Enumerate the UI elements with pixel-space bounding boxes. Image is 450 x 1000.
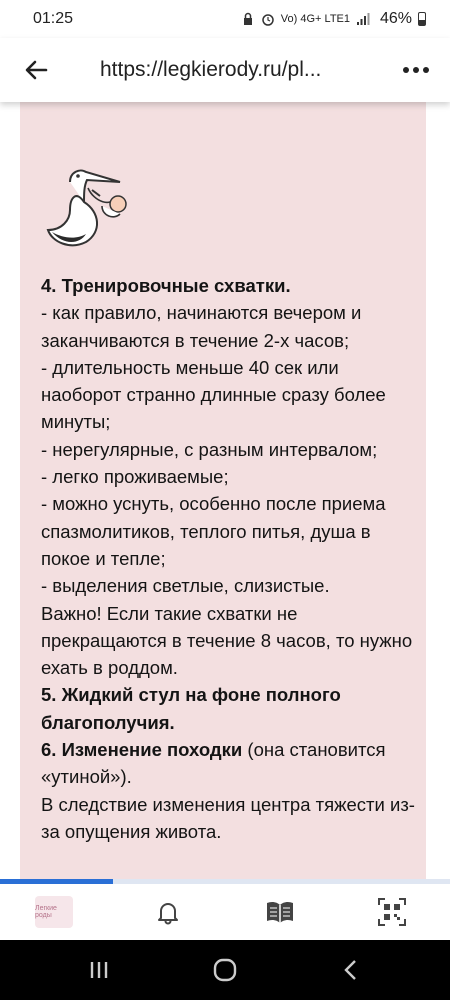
logo-text: Легкие роды xyxy=(35,905,57,919)
paragraph: - легко проживаемые; xyxy=(41,466,229,488)
arrow-left-icon xyxy=(20,54,52,86)
nav-home-logo[interactable] xyxy=(32,892,76,932)
system-back-icon[interactable] xyxy=(336,958,366,982)
paragraph: - как правило, начинаются вечером и заканчиваются в течение 2-х часов; xyxy=(41,302,362,351)
nav-qr-scanner[interactable] xyxy=(370,892,414,932)
article-content xyxy=(20,102,426,882)
item6-note: (она становится «утиной»). xyxy=(41,739,386,788)
book-icon xyxy=(264,899,296,925)
paragraph: - нерегулярные, с разным интервалом; xyxy=(41,438,378,460)
nav-reader[interactable] xyxy=(258,892,302,932)
status-bar xyxy=(0,0,450,38)
paragraph: - длительность меньше 40 сек или наоборот странно длинные сразу более минуты; xyxy=(41,356,386,433)
bell-icon xyxy=(155,899,181,925)
network-label: Vo) 4G+ LTE1 xyxy=(280,13,350,25)
paragraph: 4. Тренировочные схватки. xyxy=(41,275,291,296)
paragraph: Важно! Если такие схватки не прекращаются в течение 8 часов, то нужно ехать в роддом. xyxy=(41,602,413,679)
paragraph xyxy=(41,736,421,791)
system-navigation-bar xyxy=(0,940,450,1000)
url-text[interactable]: https://legkierody.ru/pl... xyxy=(100,58,322,81)
status-icons xyxy=(241,12,370,26)
app-logo-icon xyxy=(35,896,73,928)
paragraph: - выделения светлые, слизистые. xyxy=(41,575,330,597)
more-options-button[interactable] xyxy=(398,54,434,86)
recent-apps-icon[interactable] xyxy=(84,958,114,982)
nav-notifications[interactable] xyxy=(146,892,190,932)
battery-icon xyxy=(418,12,426,26)
battery-percent: 46% xyxy=(379,10,412,27)
home-icon[interactable] xyxy=(210,958,240,982)
more-dot-icon xyxy=(423,67,429,73)
paragraph: В следствие изменения центра тяжести из-за опущения живота. xyxy=(41,793,415,842)
qr-code-icon xyxy=(377,897,407,927)
paragraph: - можно уснуть, особенно после приема спазмолитиков, теплого питья, душа в покое и тепле; xyxy=(41,493,386,569)
article-text xyxy=(41,272,421,845)
item6-heading: 6. Изменение походки xyxy=(41,739,243,761)
status-time: 01:25 xyxy=(33,10,74,27)
bottom-navigation xyxy=(0,884,450,940)
lock-icon xyxy=(241,12,255,26)
signal-icon xyxy=(356,12,370,26)
back-button[interactable] xyxy=(20,54,52,86)
more-dot-icon xyxy=(403,67,409,73)
browser-url-bar xyxy=(0,38,450,102)
paragraph: 5. Жидкий стул на фоне полного благополучия. xyxy=(41,684,341,733)
stork-icon xyxy=(40,160,140,250)
more-dot-icon xyxy=(413,67,419,73)
alarm-icon xyxy=(261,12,275,26)
